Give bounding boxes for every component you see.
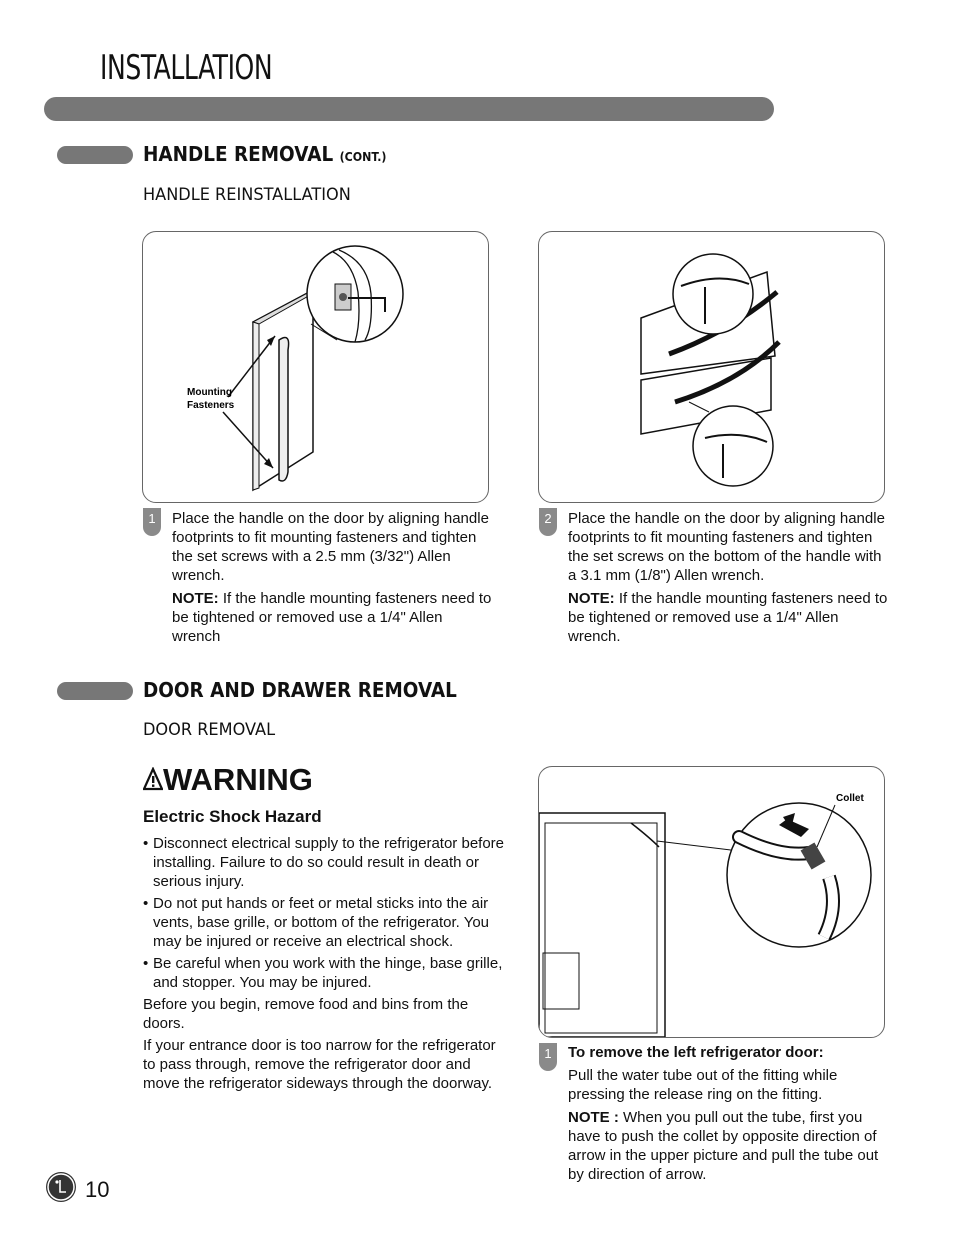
list-item: • Disconnect electrical supply to the refrigerator before installing. Failure to do so could result in death or serious injury. xyxy=(143,835,505,890)
note-label: NOTE: xyxy=(568,590,615,607)
lg-logo-icon xyxy=(46,1172,76,1202)
paragraph-remove-food: Before you begin, remove food and bins from the doors. xyxy=(143,996,469,1032)
handle-door-illustration xyxy=(143,232,488,502)
note-text: When you pull out the tube, first you have to push the collet by opposite direction of arrow in the upper picture and pull the tube out by direction of arrow. xyxy=(568,1109,879,1183)
collet-label: Collet xyxy=(836,793,864,804)
section-title-suffix: (CONT.) xyxy=(339,150,387,164)
figure-handle-door xyxy=(142,231,489,503)
header-bar xyxy=(44,97,774,121)
step-2-note xyxy=(568,589,890,646)
warning-triangle-icon xyxy=(143,767,163,791)
fig1-label-line2: Fasteners xyxy=(187,400,235,411)
door-step-note xyxy=(568,1108,890,1184)
step-number-badge: 1 xyxy=(143,508,161,536)
water-tube-illustration xyxy=(539,767,884,1037)
bullet-text: Do not put hands or feet or metal sticks into the air vents, base grille, or bottom of the refrigerator. You may be injured or receive an electrical shock. xyxy=(153,895,490,950)
note-text: If the handle mounting fasteners need to be tightened or removed use a 1/4" Allen wrench xyxy=(172,590,492,645)
warning-list xyxy=(143,834,511,1096)
subtitle-door-removal: DOOR REMOVAL xyxy=(143,720,276,740)
subtitle-handle-reinstallation: HANDLE REINSTALLATION xyxy=(143,185,351,205)
bullet-text: Be careful when you work with the hinge, base grille, and stopper. You may be injured. xyxy=(153,955,503,991)
bullet-text: Disconnect electrical supply to the refrigerator before installing. Failure to do so could result in death or serious injury. xyxy=(153,835,505,890)
section-marker xyxy=(57,146,133,164)
door-step-body: Pull the water tube out of the fitting while pressing the release ring on the fitting. xyxy=(568,1067,838,1103)
figure-handle-drawer xyxy=(538,231,885,503)
paragraph-narrow-door: If your entrance door is too narrow for the refrigerator to pass through, remove the refrigerator door and move the refrigerator sideways through the doorway. xyxy=(143,1037,496,1092)
step-1-note xyxy=(172,589,494,646)
door-step-1-text xyxy=(568,1043,890,1188)
page-title: INSTALLATION xyxy=(100,48,273,88)
note-label: NOTE : xyxy=(568,1109,619,1126)
note-label: NOTE: xyxy=(172,590,219,607)
hazard-title: Electric Shock Hazard xyxy=(143,807,322,826)
step-number-badge: 2 xyxy=(539,508,557,536)
step-1-text xyxy=(172,509,494,650)
step-2-body: Place the handle on the door by aligning handle footprints to fit mounting fasteners and tighten the set screws on the bottom of the handle with a 3.1 mm (1/8") Allen wrench. xyxy=(568,510,885,584)
warning-title-text: WARNING xyxy=(163,762,313,797)
fig1-label-line1: Mounting xyxy=(187,387,232,398)
warning-heading xyxy=(143,762,313,798)
door-step-heading: To remove the left refrigerator door: xyxy=(568,1044,824,1061)
section-title-text: HANDLE REMOVAL xyxy=(143,142,334,166)
handle-drawer-illustration xyxy=(539,232,884,502)
figure-water-tube xyxy=(538,766,885,1038)
step-number-badge: 1 xyxy=(539,1043,557,1071)
list-item: • Do not put hands or feet or metal sticks into the air vents, base grille, or bottom of the refrigerator. You may be injured or receive an electrical shock. xyxy=(143,895,490,950)
page-number: 10 xyxy=(85,1177,110,1202)
section-marker xyxy=(57,682,133,700)
step-1-body: Place the handle on the door by aligning handle footprints to fit mounting fasteners and tighten the set screws with a 2.5 mm (3/32") Allen wrench. xyxy=(172,510,489,584)
section-title-handle xyxy=(143,142,386,166)
note-text: If the handle mounting fasteners need to be tightened or removed use a 1/4" Allen wrench. xyxy=(568,590,888,645)
section-title-door: DOOR AND DRAWER REMOVAL xyxy=(143,678,457,702)
list-item: • Be careful when you work with the hinge, base grille, and stopper. You may be injured. xyxy=(143,955,503,991)
step-2-text xyxy=(568,509,890,650)
